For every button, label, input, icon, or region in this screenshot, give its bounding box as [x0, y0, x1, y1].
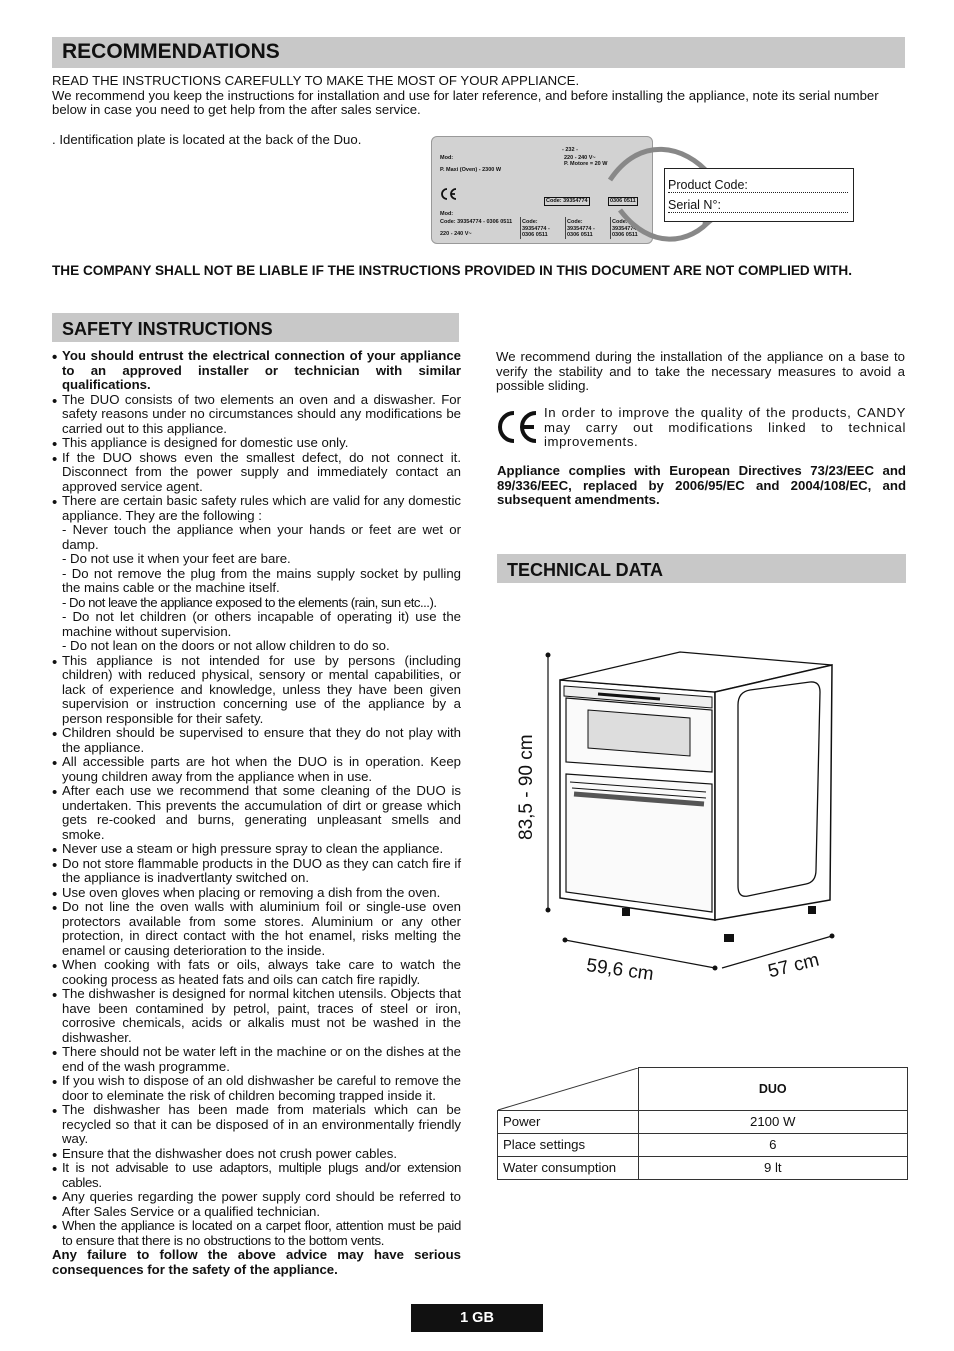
- product-code-field: [668, 178, 848, 193]
- list-item: • This appliance is designed for domestic use only.: [52, 436, 461, 451]
- table-row: [498, 1156, 908, 1179]
- plate-note: . Identification plate is located at the back of the Duo.: [52, 132, 362, 147]
- list-item: • The dishwasher has been made from materials which can be recycled so that it can be disposed of in an environmentally friendly way.: [52, 1103, 461, 1147]
- plate-cell-4: Code: 39354774 - 0306 0511: [612, 219, 640, 238]
- product-code-label: Product Code:: [668, 178, 748, 192]
- list-item: • Children should be supervised to ensure that they do not play with the appliance.: [52, 726, 461, 755]
- list-item: • When cooking with fats or oils, always take care to watch the cooking process as heated fats and oils can catch fire rapidly.: [52, 958, 461, 987]
- table-row-value: 2100 W: [638, 1110, 908, 1133]
- height-dimension: 83,5 - 90 cm: [516, 734, 537, 840]
- table-row: [498, 1110, 908, 1133]
- page-title: RECOMMENDATIONS: [52, 37, 905, 68]
- plate-cell-3: Code: 39354774 - 0306 0511: [567, 219, 595, 238]
- table-row: [498, 1133, 908, 1156]
- plate-code: Code: 39354774: [546, 198, 588, 204]
- plate-divider: [520, 217, 521, 239]
- list-item: • This appliance is not intended for use by persons (including children) with reduced physical, sensory or mental capabilities, or lack of experience and knowledge, unless they have been given supervision or instruction concerning use of the appliance by a person responsible for their safety.: [52, 654, 461, 727]
- serial-number-field: [668, 198, 848, 213]
- liability-notice: THE COMPANY SHALL NOT BE LIABLE IF THE INSTRUCTIONS PROVIDED IN THIS DOCUMENT ARE NOT COMPLIED WITH.: [52, 263, 853, 278]
- safety-closing: Any failure to follow the above advice may have serious consequences for the safety of the appliance.: [52, 1247, 461, 1277]
- list-subitem: - Do not let children (or others incapable of operating it) use the machine without supervision.: [62, 609, 461, 639]
- intro-line-1: READ THE INSTRUCTIONS CAREFULLY TO MAKE THE MOST OF YOUR APPLIANCE.: [52, 73, 580, 88]
- list-subitem: - Do not remove the plug from the mains supply socket by pulling the mains cable or the machine itself.: [62, 565, 461, 595]
- appliance-drawing: [510, 630, 840, 990]
- safety-instructions: [52, 349, 461, 1277]
- plate-mod: Mod:: [440, 155, 454, 161]
- list-item: • All accessible parts are hot when the DUO is in operation. Keep young children away from the appliance when in use.: [52, 755, 461, 784]
- width-dimension: 59,6 cm: [585, 955, 655, 986]
- table-corner: [498, 1068, 639, 1111]
- list-subitem: - Do not lean on the doors or not allow children to do so.: [62, 638, 390, 653]
- page-number: 1 GB: [411, 1304, 543, 1332]
- table-row-value: 6: [638, 1133, 908, 1156]
- list-item: • If you wish to dispose of an old dishwasher be careful to remove the door to eleminate the risk of children becoming trapped inside it.: [52, 1074, 461, 1103]
- list-item: • The DUO consists of two elements an oven and a diswasher. For safety reasons under no circumstances should any modifications be carried out to this appliance.: [52, 393, 461, 437]
- ce-mark-icon: [440, 187, 458, 201]
- intro: [52, 74, 906, 118]
- table-column-header: DUO: [638, 1068, 908, 1111]
- plate-power-oven: P. Maxi (Oven) - 2300 W: [440, 167, 502, 173]
- safety-section-title: SAFETY INSTRUCTIONS: [52, 313, 459, 342]
- list-item: • If the DUO shows even the smallest defect, do not connect it. Disconnect from the power supply and immediately contact an approved service agent.: [52, 451, 461, 495]
- plate-cell-1: Code: 39354774 - 0306 0511: [440, 219, 513, 225]
- plate-divider: [565, 217, 566, 239]
- directives-compliance: Appliance complies with European Directives 73/23/EEC and 89/336/EEC, replaced by 2006/95/EC and 2004/108/EC, and subsequent amendments.: [497, 463, 906, 508]
- plate-volt-small: 220 - 240 V~: [440, 231, 472, 237]
- intro-line-2: We recommend you keep the instructions for installation and use for later reference, and before installing the appliance, note its serial number below in case you need to get help from the after sales service.: [52, 87, 879, 118]
- technical-section-title: TECHNICAL DATA: [497, 554, 906, 583]
- plate-mod-2: Mod:: [440, 211, 454, 217]
- plate-232: - 232 -: [562, 147, 578, 153]
- list-item: • Use oven gloves when placing or removing a dish from the oven.: [52, 886, 461, 901]
- serial-number-label: Serial N°:: [668, 198, 721, 212]
- base-installation-note: We recommend during the installation of the appliance on a base to verify the stability and to take the necessary measures to avoid a possible sliding.: [496, 349, 905, 394]
- ce-modifications-note: In order to improve the quality of the products, CANDY may carry out modifications linked to technical improvements.: [544, 405, 906, 450]
- safety-list: [52, 349, 461, 1248]
- technical-data-table: [497, 1067, 908, 1180]
- list-item: • You should entrust the electrical connection of your appliance to an approved installer or technician with similar qualifications.: [52, 349, 461, 393]
- serial-number-box: [664, 168, 854, 222]
- list-item: • Ensure that the dishwasher does not crush power cables.: [52, 1147, 461, 1162]
- list-item: • The dishwasher is designed for normal kitchen utensils. Objects that have been contamined by petrol, paint, traces of steel or iron, corrosive chemicals, acids or alkalis must not be washed in the dishwasher.: [52, 987, 461, 1045]
- list-item: • Any queries regarding the power supply cord should be referred to After Sales Service or a qualified technician.: [52, 1190, 461, 1219]
- list-item: • There are certain basic safety rules which are valid for any domestic appliance. They are the following :: [52, 494, 461, 523]
- list-item: • Do not store flammable products in the DUO as they can catch fire if the appliance is inadvertlanty switched on.: [52, 857, 461, 886]
- list-subitem: - Never touch the appliance when your hands or feet are wet or damp.: [62, 522, 461, 552]
- table-row-label: Power: [498, 1110, 639, 1133]
- list-subitem: - Do not leave the appliance exposed to the elements (rain, sun etc...).: [62, 594, 437, 610]
- list-item: • After each use we recommend that some cleaning of the DUO is undertaken. This prevents the accumulation of dirt or grease which gets re-cooked and burns, generating unpleasant smells and smoke.: [52, 784, 461, 842]
- list-subitem: - Do not use it when your feet are bare.: [62, 551, 291, 566]
- plate-volt: 220 - 240 V~: [564, 155, 596, 161]
- table-header-row: [498, 1068, 908, 1111]
- table-row-label: Place settings: [498, 1133, 639, 1156]
- plate-cell-2: Code: 39354774 - 0306 0511: [522, 219, 550, 238]
- table-row-label: Water consumption: [498, 1156, 639, 1179]
- depth-dimension: 57 cm: [766, 949, 822, 983]
- list-item: • It is not advisable to use adaptors, multiple plugs and/or extension cables.: [52, 1161, 461, 1190]
- list-item: • There should not be water left in the machine or on the dishes at the end of the wash programme.: [52, 1045, 461, 1074]
- list-item: • Never use a steam or high pressure spray to clean the appliance.: [52, 842, 461, 857]
- plate-motor: P. Motore = 20 W: [564, 161, 608, 167]
- plate-code-serial: 0306 0511: [610, 198, 636, 204]
- corner-diagonal: [498, 1068, 638, 1110]
- table-row-value: 9 lt: [638, 1156, 908, 1179]
- list-item: • Do not line the oven walls with aluminium foil or single-use oven protectors available from some stores. Aluminium or any other protection, in direct contact with the hot enamel, risks melting the enamel or causing deterioration to the inside.: [52, 900, 461, 958]
- list-item: • When the appliance is located on a carpet floor, attention must be paid to ensure that there is no obstructions to the bottom vents.: [52, 1219, 461, 1248]
- ce-mark-icon: [496, 410, 540, 444]
